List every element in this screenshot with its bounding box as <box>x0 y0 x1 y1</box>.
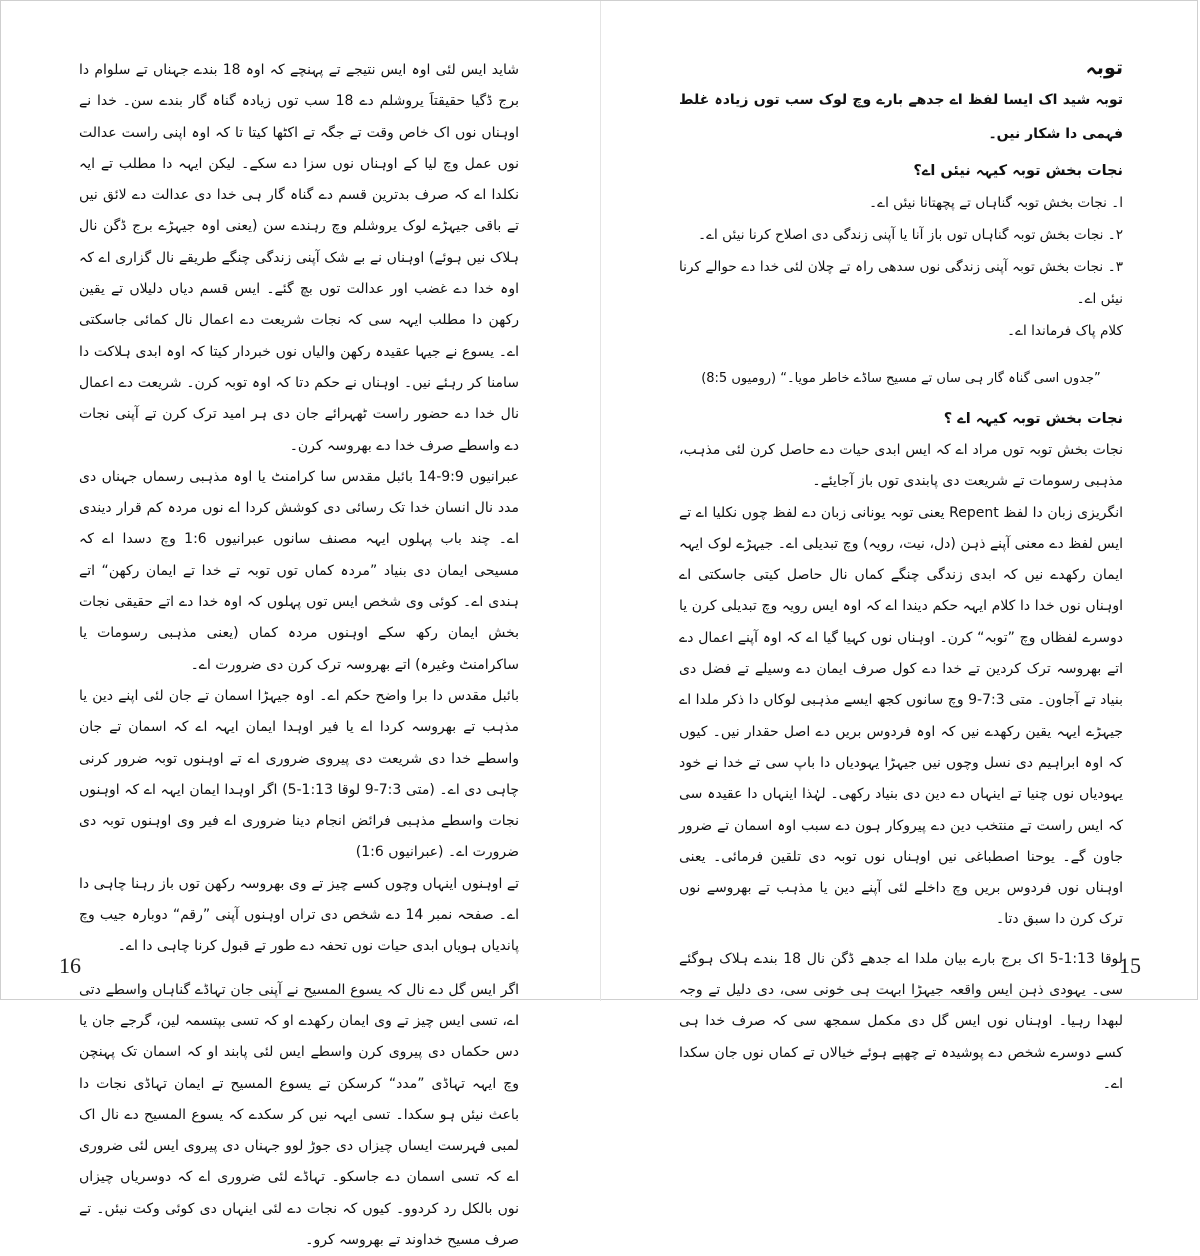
list-item: ا۔ نجات بخش توبہ گناہاں تے پچھتانا نیئں اے۔ <box>869 195 1123 211</box>
paragraph: نجات بخش توبہ توں مراد اے کہ ایس ابدی حیات دے حاصل کرن لئی مذہب، مذہبی رسومات تے شریعت دی پابندی توں باز آجایئے۔ <box>679 442 1123 490</box>
scripture-quote: ”جدوں اسی گناہ گار ہی ساں تے مسیح ساڈے خاطر مویا۔“ (رومیوں 8:5) <box>701 371 1101 386</box>
list-item: ۲۔ نجات بخش توبہ گناہاں توں باز آنا یا آپنی زندگی دی اصلاح کرنا نیئں اے۔ <box>698 227 1123 243</box>
list-item: ۳۔ نجات بخش توبہ آپنی زندگی نوں سدھی راہ تے چلان لئی خدا دے حوالے کرنا نیئں اے۔ <box>679 259 1123 307</box>
left-page <box>1 1 601 1248</box>
left-page-text-column <box>79 55 519 1256</box>
paragraph: تے اوہنوں اینہاں وچوں کسے چیز تے وی بھروسہ رکھن توں باز رہنا چاہی دا اے۔ صفحہ نمبر 14 دے شخص دی تراں اوہنوں آپنی ”رقم“ دوبارہ جیب وچ پاندیاں ہویاں ابدی حیات نوں تحفہ دے طور تے قبول کرنا چاہی دا اے۔ <box>79 875 520 955</box>
section-heading: نجات بخش توبہ کیہہ اے ؟ <box>943 411 1123 427</box>
page-title: توبہ <box>1085 57 1123 79</box>
paragraph-gap <box>679 936 1123 944</box>
paragraph: شاید ایس لئی اوہ ایس نتیجے تے پہنچے کہ اوہ 18 بندے جہناں تے سلوام دا برج ڈگیا حقیقتاََ یروشلم دے 18 سب توں زیادہ گناہ گار بندے سن۔ خدا نے اوہناں نوں اک خاص وقت تے جگہ تے اکٹھا کیتا تا کہ اوہ اپنی راست عدالت نوں عمل وچ لیا کے اوہناں نوں سزا دے سکے۔ لیکن ایہہ دا مطلب تے ایہ نکلدا اے کہ صرف بدترین قسم دے گناہ گار ہی خدا دی عدالت دے لائق نیں تے باقی جیہڑے لوک یروشلم وچ رہندے سن (یعنی اوہ جیہڑے برج ڈگن نال ہلاک نیں ہوئے) اوہناں نے بے شک آپنی زندگی چنگے طریقے نال گزاری اے کہ اوہ خدا دے غضب اور عدالت توں بچ گئے۔ ایس قسم دیاں دلیلاں تے یقین رکھن دا مطلب ایہہ سی کہ نجات شریعت دے اعمال نال کمائی جاسکتی اے۔ یسوع نے جیہا عقیدہ رکھن والیاں نوں خبردار کیتا کہ اوہ ابدی ہلاکت دا سامنا کر رہئے نیں۔ اوہناں نے حکم دتا کہ اوہ توبہ کرن۔ شریعت دے اعمال نال خدا دے حضور راست ٹھہرائے جان دی ہر امید ترک کرن تے آپنی نجات دے واسطے صرف خدا دے بھروسہ کرن۔ <box>79 62 520 454</box>
paragraph: انگریزی زبان دا لفظ Repent یعنی توبہ یونانی زبان دے لفظ چوں نکلیا اے تے ایس لفظ دے معنی آپنے ذہن (دل، نیت، رویہ) وچ تبدیلی اے۔ جیہڑے لوک ایہہ ایمان رکھدے نیں کہ ابدی زندگی چنگے کماں نال حاصل کیتی جاسکتی اے اوہناں نوں خدا دا کلام ایہہ حکم دیندا اے کہ اوہ ایس رویہ وچ تبدیلی کرن یا دوسرے لفظاں وچ ”توبہ“ کرن۔ اوہناں نوں کہیا گیا اے کہ اوہ آپنے اعمال دے اتے بھروسہ ترک کردین تے خدا دے کول صرف ایمان دے وسیلے تے فضل دی بنیاد تے آجاون۔ متی 7:3-9 وچ سانوں کجھ ایسے مذہبی لوکاں دا ذکر ملدا اے جیہڑے ایہہ یقین رکھدے نیں کہ اوہ فردوس بریں دے اصل حقدار نیں۔ کیوں کہ اوہ ابراہیم دی نسل وچوں نیں جیہڑا یہودیاں دا باپ سی تے خدا نے خود یہودیاں نوں چنیا تے اینہاں دے دین دی بنیاد رکھی۔ لہٰذا اینہاں دا عقیدہ سی کہ ایس راست تے منتخب دین دے پیروکار ہون دے سبب اوہ اسمان تے ضرور جاون گے۔ یوحنا اصطباغی نیں اوہناں نوں توبہ دی تلقین فرمائی۔ یعنی اوہناں نوں فردوس بریں وچ داخلے لئی آپنے دین یا مذہب تے بھروسے نوں ترک کرن دا سبق دتا۔ <box>679 504 1123 928</box>
page-number-right: 15 <box>1119 953 1141 978</box>
paragraph: اگر ایس گل دے نال کہ یسوع المسیح نے آپنی جان تہاڈے گناہاں واسطے دتی اے، تسی ایس چیز تے وی ایمان رکھدے او کہ تسی بپتسمہ لین، گرجے جان یا دس حکماں دی پیروی کرن واسطے ایس لئی پابند او کہ اسمان تک پہنچن وچ ایہہ تہاڈی ”مدد“ کرسکن تے یسوع المسیح تے ایمان تہاڈی نجات دا باعث نیئں ہو سکدا۔ تسی ایہہ نیں کر سکدے کہ یسوع المسیح دے نال اک لمبی فہرست ایساں چیزاں دی جوڑ لوو جہناں دی پیروی ایس لئی ضروری اے کہ تسی اسمان دے جاسکو۔ تہاڈے لئی ضروری اے کہ دوسریاں چیزاں نوں بالکل رد کردوو۔ کیوں کہ نجات دے لئی اینہاں دی کوئی وکت نیئں۔ تے صرف مسیح خداوند تے بھروسہ کرو۔ <box>79 981 519 1248</box>
scripture-intro: کلام پاک فرماندا اے۔ <box>1007 323 1123 339</box>
right-page <box>601 1 1199 1092</box>
intro-statement: توبہ شید اک ایسا لفظ اے جدھے بارے وچ لوک سب توں زیادہ غلط فہمی دا شکار نیں۔ <box>679 92 1123 142</box>
section-heading: نجات بخش توبہ کیہہ نیئں اے؟ <box>913 163 1123 179</box>
right-page-text-column <box>679 55 1123 1100</box>
paragraph: عبرانیوں 9:9-14 بائبل مقدس سا کرامنٹ یا اوہ مذہبی رسماں جہناں دی مدد نال انسان خدا تک رسائی دی کوشش کردا اے نوں مردہ کم قرار دیندی اے۔ چند باب پہلوں ایہہ مصنف سانوں عبرانیوں 1:6 وچ دسدا اے کہ مسیحی ایمان دی بنیاد ”مردہ کماں توں توبہ تے خدا تے ایمان رکھن“ اتے ہندی اے۔ کوئی وی شخص ایس توں پہلوں کہ اوہ خدا دے اتے حقیقی نجات بخش ایمان رکھ سکے اوہنوں مردہ کماں (یعنی مذہبی رسومات یا ساکرامنٹ وغیرہ) اتے بھروسہ ترک کرن دی ضرورت اے۔ <box>79 468 520 673</box>
paragraph: لوقا 1:13-5 اک برج بارے بیان ملدا اے جدھے ڈگن نال 18 بندے ہلاک ہوگئے سی۔ یہودی ذہن ایس واقعہ جیہڑا ابہت ہی خونی سی، دی دلیل تے وجہ لبھدا رہیا۔ اوہناں نوں ایس گل دی مکمل سمجھ سی کہ صرف خدا ہی کسے دوسرے شخص دے پوشیدہ تے چھپے ہوئے خیالاں تے کماں نوں جان سکدا اے۔ <box>679 950 1124 1092</box>
paragraph: بائبل مقدس دا برا واضح حکم اے۔ اوہ جیہڑا اسمان تے جان لئی اپنے دین یا مذہب تے بھروسہ کردا اے یا فیر اوہدا ایمان ایہہ اے کہ اسمان تے جان واسطے خدا دی شریعت دی پیروی ضروری اے تے اوہنوں توبہ ضرور کرنی چاہی دی اے۔ (متی 7:3-9 لوقا 1:13-5) اگر اوہدا ایمان ایہہ اے کہ اوہنوں نجات واسطے مذہبی فرائض انجام دینا ضروری اے فیر وی اوہنوں توبہ دی ضرورت اے۔ (عبرانیوں 1:6) <box>79 687 520 861</box>
page-number-left: 16 <box>59 953 81 978</box>
